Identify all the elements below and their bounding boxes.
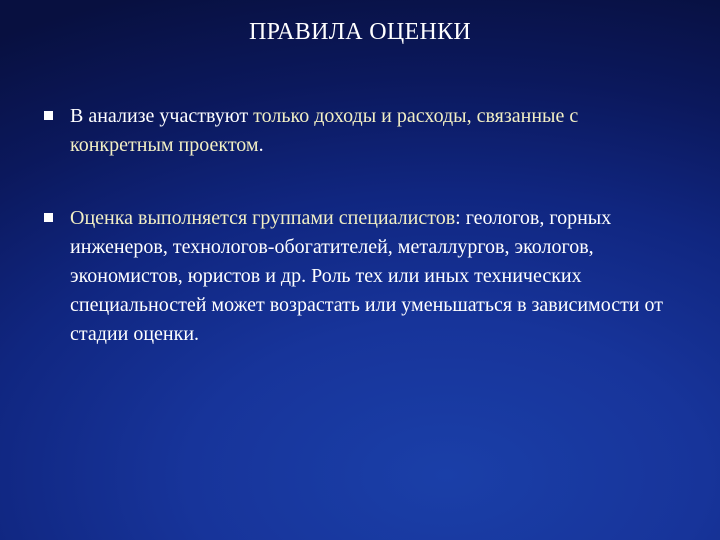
square-bullet-icon: [44, 213, 53, 222]
bullet-text: [70, 204, 680, 349]
bullet-list: [0, 102, 720, 349]
bullet-text-highlight: Оценка выполняется группами специалистов: [70, 207, 456, 229]
square-bullet-icon: [44, 111, 53, 120]
bullet-text-plain: .: [258, 134, 264, 156]
bullet-item: [0, 102, 720, 160]
bullet-item: [0, 204, 720, 349]
slide-title: ПРАВИЛА ОЦЕНКИ: [248, 19, 472, 45]
bullet-text-plain: В анализе участвуют: [70, 105, 254, 127]
bullet-text: [70, 102, 680, 160]
bullet-text-plain: : геологов, горных инженеров, технологов-обогатителей, металлургов, экологов, экономистов, юристов и др. Роль тех или иных технических специальностей может возрастать или уменьшаться в зависимости от стадии оценки.: [70, 207, 663, 345]
bullet-text-highlight: только доходы и расходы, связанные с конкретным проектом: [70, 105, 579, 156]
